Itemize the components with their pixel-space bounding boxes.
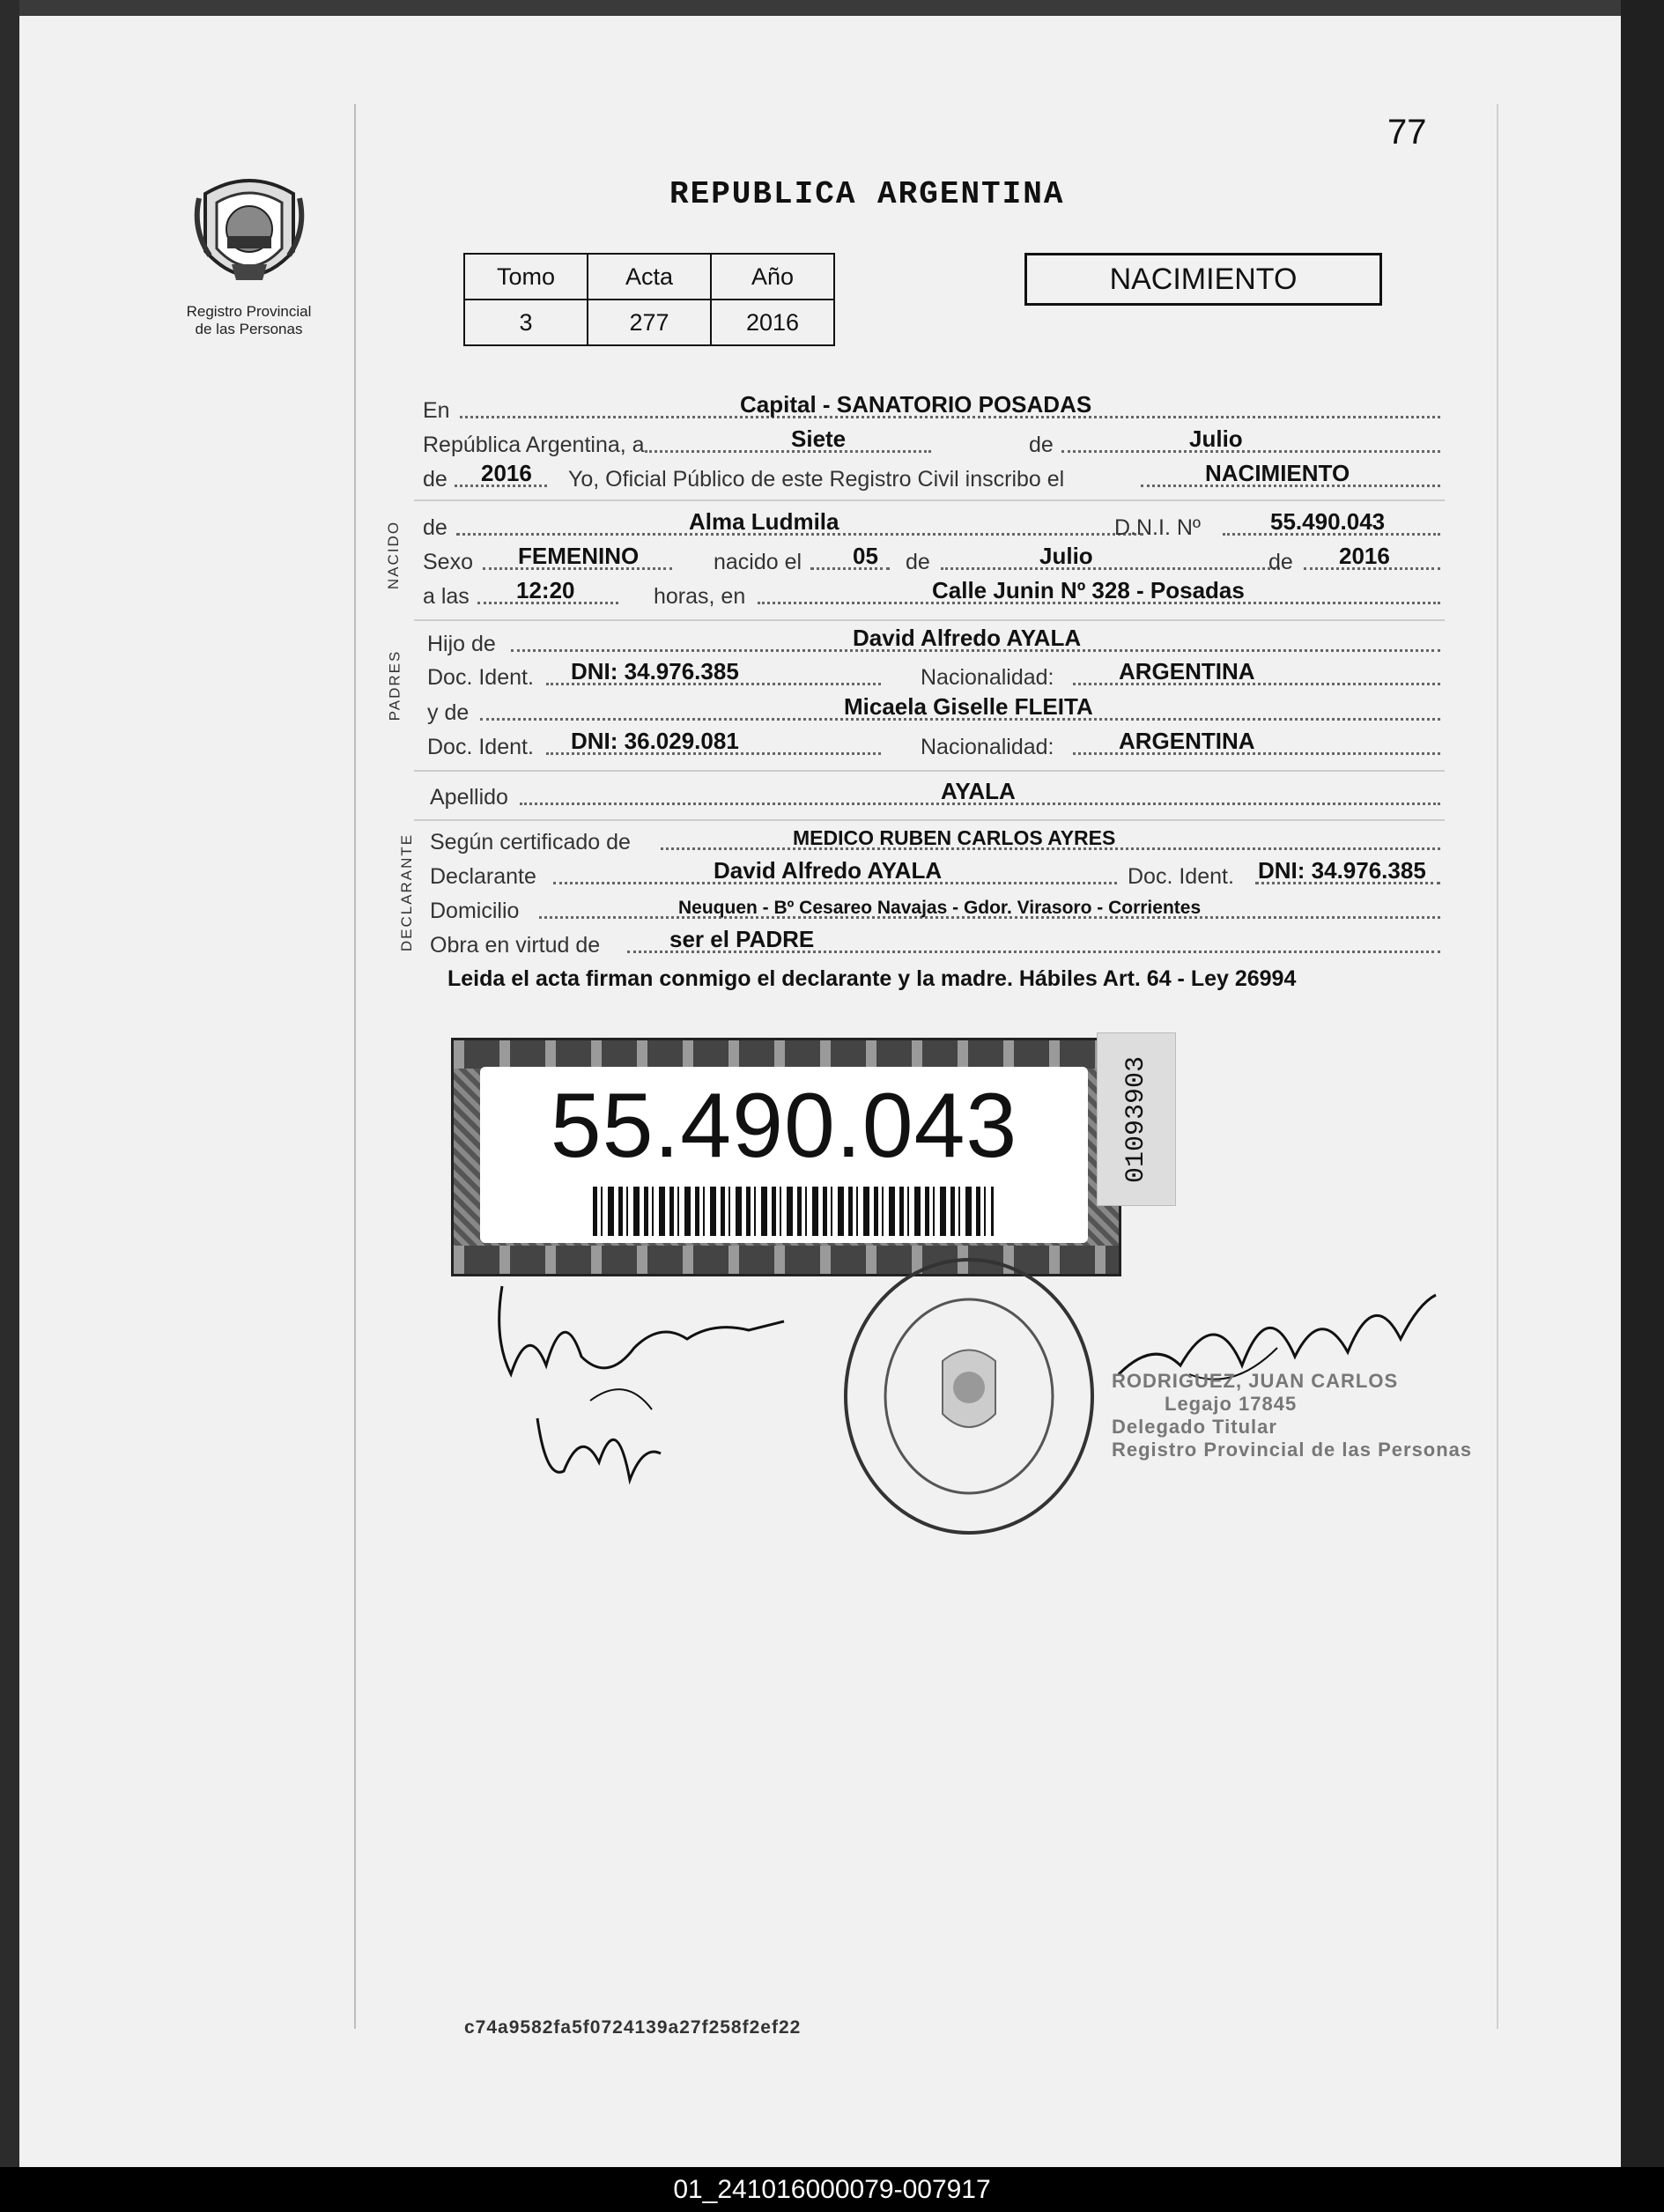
label-y-de: y de [427,700,470,725]
value-month: Julio [1189,425,1243,452]
declarant-signature-icon [484,1269,802,1533]
label-de-month: de [1029,433,1054,457]
value-birth-month: Julio [1039,543,1093,569]
side-label-declarante: DECLARANTE [398,832,416,952]
value-certificate-by: MEDICO RUBEN CARLOS AYRES [793,826,1116,849]
value-birth-place: Calle Junin Nº 328 - Posadas [932,577,1245,603]
document-hash: c74a9582fa5f0724139a27f258f2ef22 [464,2017,802,2038]
label-mother-nationality: Nacionalidad: [921,735,1054,759]
row-address [423,892,1440,926]
dni-label-number: 55.490.043 [550,1075,1018,1177]
dni-label-serial: 01093903 [1121,1055,1151,1183]
label-dni: D.N.I. Nº [1114,515,1202,540]
registry-table-value-row [464,300,834,345]
value-father-nationality: ARGENTINA [1119,658,1255,684]
label-obra-en-virtud: Obra en virtud de [430,933,601,958]
label-en: En [423,398,450,423]
value-address: Neuquen - Bº Cesareo Navajas - Gdor. Virasoro - Corrientes [678,898,1202,918]
dni-label-serial-box [1097,1032,1176,1206]
row-sex-birth [423,544,1440,577]
registry-value-ano: 2016 [711,300,834,345]
official-seal-icon [837,1251,1101,1542]
value-by-virtue: ser el PADRE [669,926,815,952]
label-apellido: Apellido [430,785,508,810]
row-by-virtue [423,927,1440,960]
row-mother-doc [423,729,1440,762]
value-year: 2016 [481,460,532,486]
row-surname [423,779,1440,812]
label-father-nationality: Nacionalidad: [921,665,1054,690]
official-role: Delegado Titular [1112,1416,1277,1438]
issuer-logo [181,167,317,338]
registry-header-acta: Acta [588,254,711,300]
scan-left-edge [0,0,19,2167]
official-name: RODRIGUEZ, JUAN CARLOS [1112,1370,1399,1392]
page-number: 77 [1387,113,1427,152]
logo-caption-line1: Registro Provincial [186,303,312,320]
label-domicilio: Domicilio [430,899,520,923]
official-legajo: Legajo 17845 [1165,1393,1298,1415]
side-label-padres: PADRES [386,649,403,721]
country-title: REPUBLICA ARGENTINA [669,176,1065,212]
label-sexo: Sexo [423,550,473,574]
act-type-box: NACIMIENTO [1024,253,1382,306]
value-sex: FEMENINO [518,543,640,569]
value-birth-day: 05 [853,543,878,569]
value-mother-doc: DNI: 36.029.081 [571,728,739,754]
official-office: Registro Provincial de las Personas [1112,1439,1473,1461]
row-father-doc [423,659,1440,692]
barcode-icon [593,1187,994,1236]
side-label-nacido: NACIDO [385,520,403,590]
registry-table [463,253,835,346]
value-father-name: David Alfredo AYALA [853,625,1082,651]
registry-header-ano: Año [711,254,834,300]
label-de-child: de [423,515,447,540]
label-de-year: de [423,467,447,492]
value-mother-name: Micaela Giselle FLEITA [844,693,1093,720]
value-day-words: Siete [791,425,847,452]
label-nacido-el: nacido el [714,550,802,574]
value-child-name: Alma Ludmila [689,508,839,535]
row-mother [423,694,1440,728]
label-segun-certificado: Según certificado de [430,830,631,854]
registry-value-acta: 277 [588,300,711,345]
row-declarant [423,858,1440,891]
label-de-birth-month: de [906,550,930,574]
value-declarant: David Alfredo AYALA [714,857,943,884]
label-horas-en: horas, en [654,584,746,609]
value-act: NACIMIENTO [1205,460,1350,486]
value-place: Capital - SANATORIO POSADAS [740,391,1092,418]
row-time-place [423,578,1440,611]
official-signature-block [1112,1370,1472,1461]
value-mother-nationality: ARGENTINA [1119,728,1255,754]
closing-statement: Leida el acta firman conmigo el declarante y la madre. Hábiles Art. 64 - Ley 26994 [447,966,1297,991]
label-declarante: Declarante [430,864,536,889]
provincial-coat-of-arms-icon [192,167,307,300]
value-birth-year: 2016 [1339,543,1390,569]
row-date [423,426,1440,460]
row-father [423,625,1440,659]
label-a-las: a las [423,584,470,609]
label-declarant-doc: Doc. Ident. [1128,864,1234,889]
row-place [423,392,1440,425]
value-birth-time: 12:20 [516,577,575,603]
registry-table-header-row [464,254,834,300]
label-mother-doc: Doc. Ident. [427,735,534,759]
row-certificate [423,824,1440,857]
scan-right-edge [1621,0,1664,2167]
registry-header-tomo: Tomo [464,254,588,300]
label-de-birth-year: de [1268,550,1293,574]
value-dni: 55.490.043 [1270,508,1386,535]
value-declarant-doc: DNI: 34.976.385 [1258,857,1426,884]
row-child-name [423,509,1440,543]
label-republica: República Argentina, a [423,433,645,457]
label-yo-oficial: Yo, Oficial Público de este Registro Civil inscribo el [568,467,1065,492]
footer-id: 01_241016000079-007917 [0,2167,1664,2212]
logo-caption-line2: de las Personas [195,321,303,337]
registry-value-tomo: 3 [464,300,588,345]
value-father-doc: DNI: 34.976.385 [571,658,739,684]
dni-label-sticker [451,1038,1121,1276]
value-surname: AYALA [941,778,1016,804]
row-year-act [423,461,1440,494]
label-father-doc: Doc. Ident. [427,665,534,690]
label-hijo-de: Hijo de [427,632,496,656]
